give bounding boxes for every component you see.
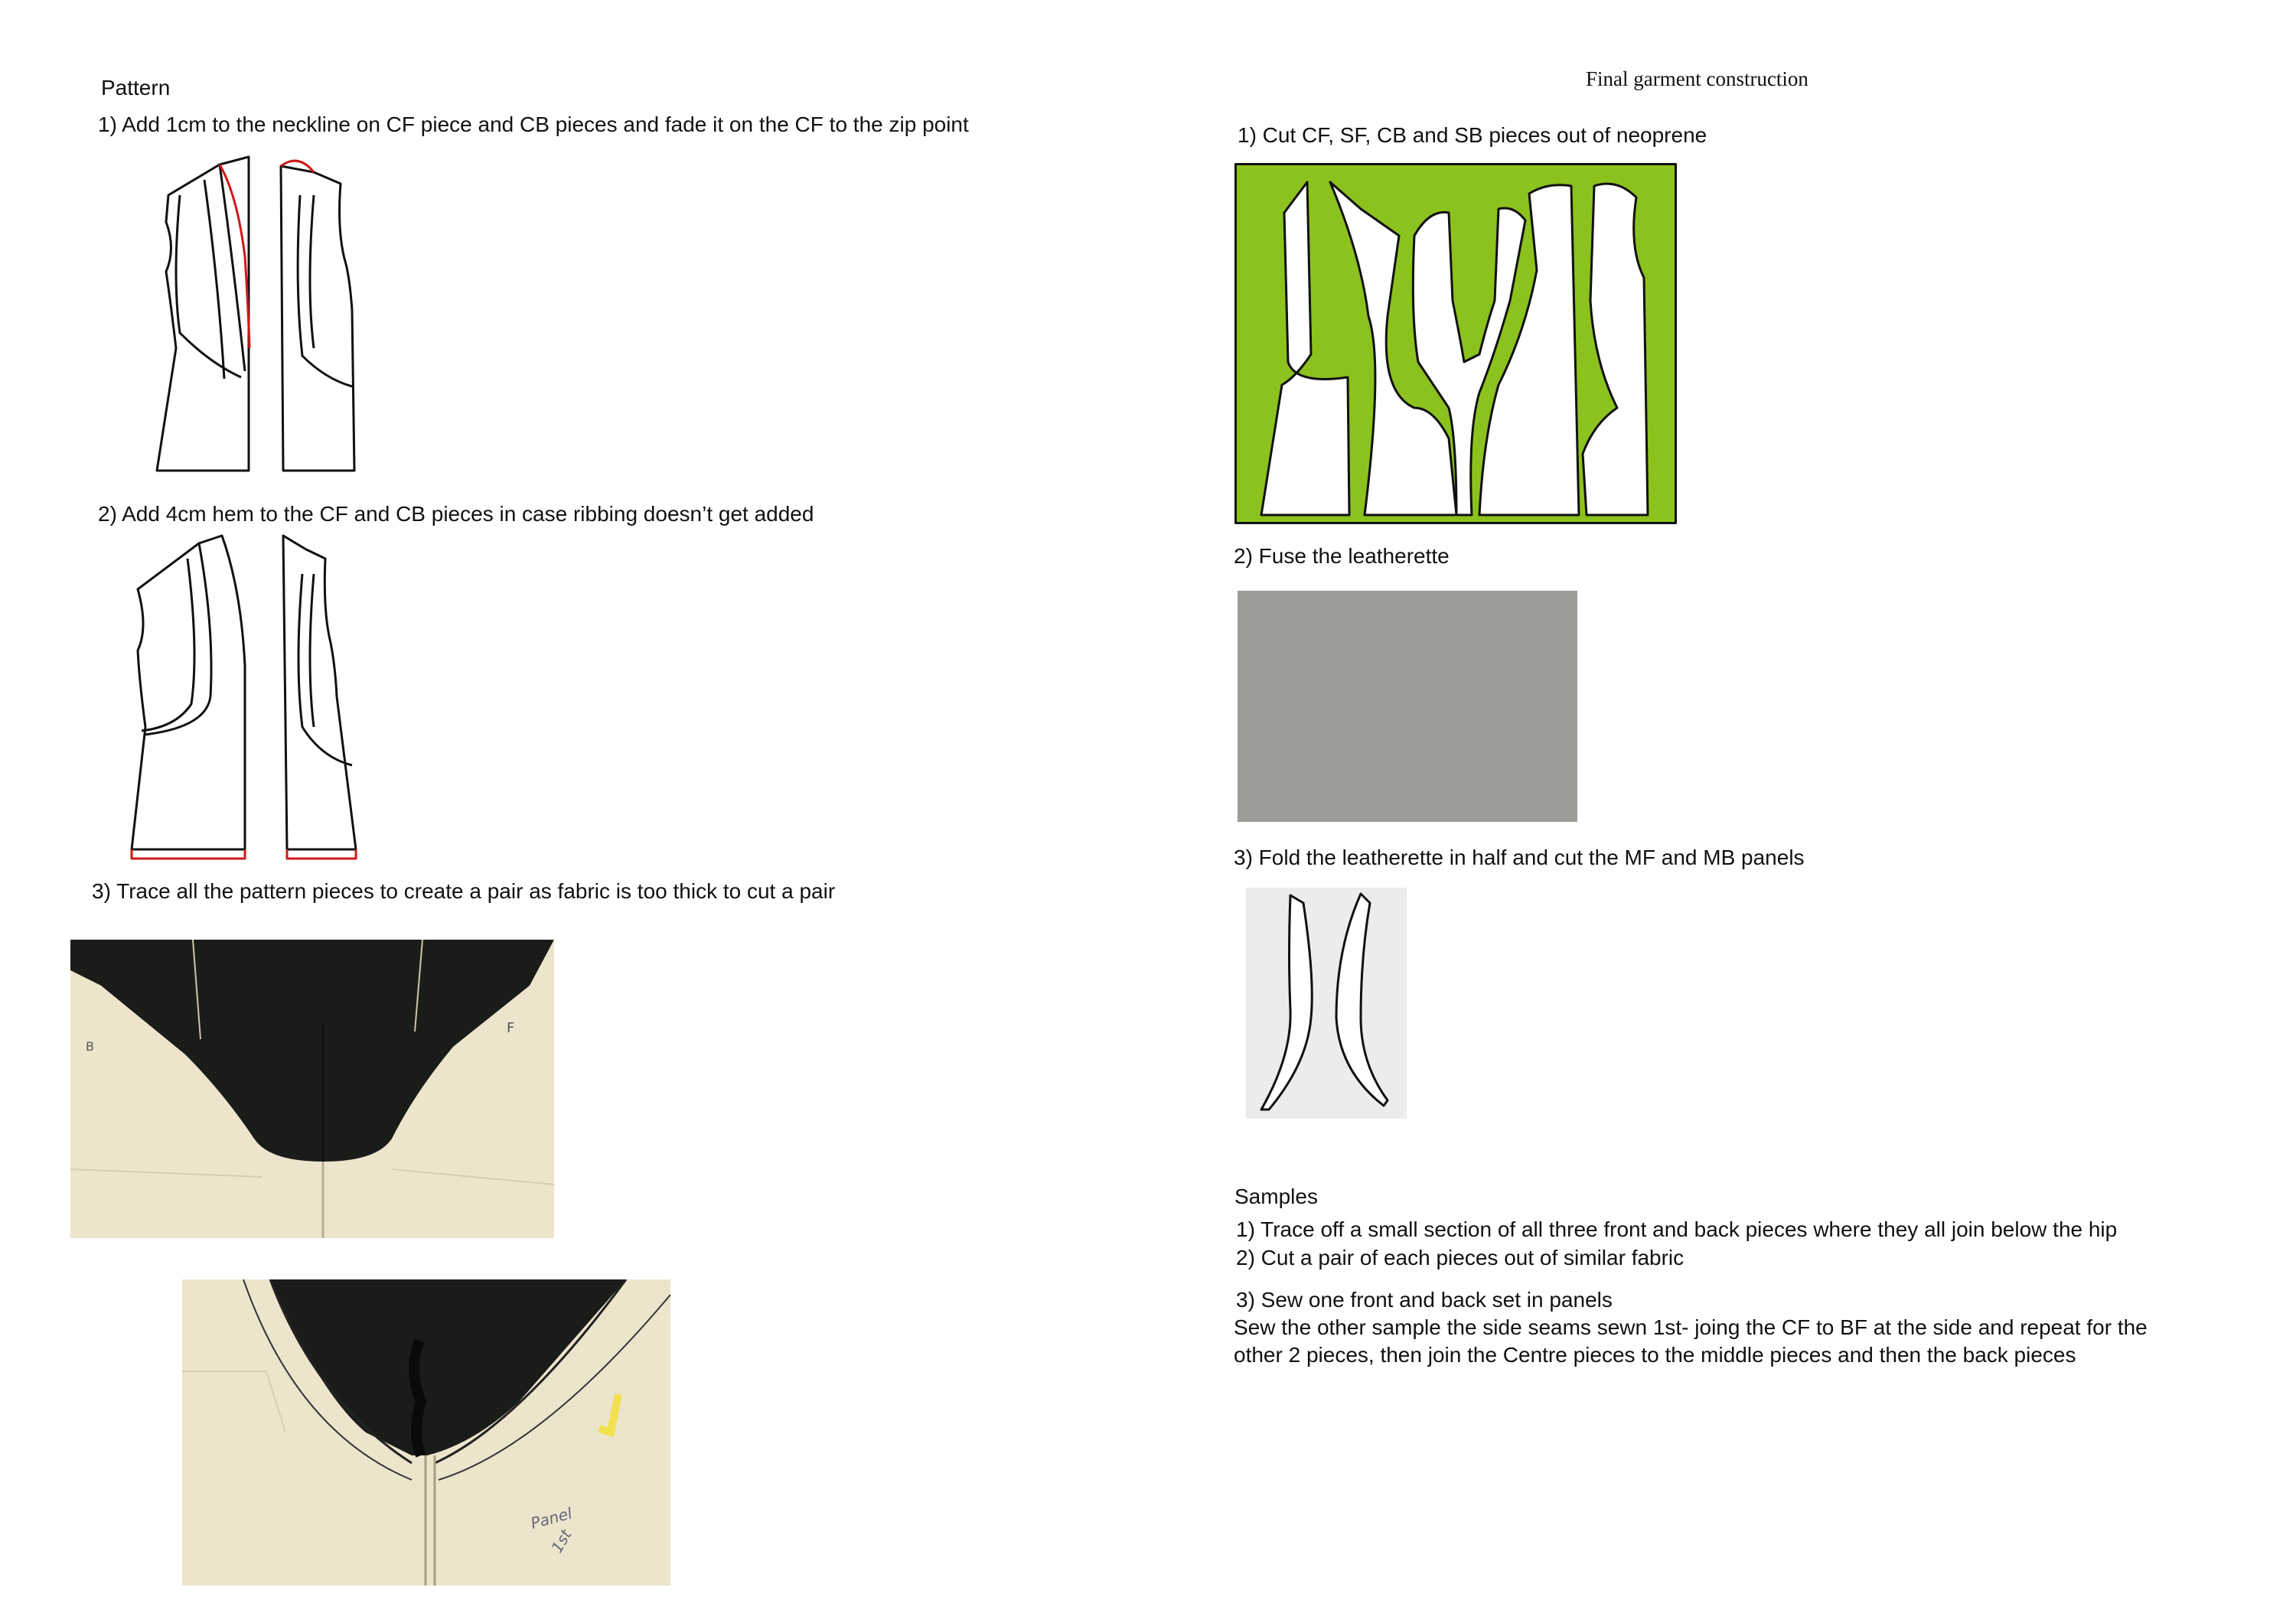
samples-line-3: 3) Sew one front and back set in panels <box>1236 1288 1613 1312</box>
pattern-heading: Pattern <box>101 76 171 99</box>
photo1-mark-f: F <box>507 1020 515 1036</box>
construction-step-2: 2) Fuse the leatherette <box>1234 544 1450 568</box>
pattern-pieces-hem-diagram <box>122 528 383 865</box>
samples-heading: Samples <box>1234 1185 1318 1208</box>
mb-panel <box>1336 894 1388 1106</box>
photo2-mark-1st: 1st <box>547 1526 576 1556</box>
construction-heading: Final garment construction <box>1586 67 1808 90</box>
samples-line-5: other 2 pieces, then join the Centre pieces to the middle pieces and then the back pieces <box>1234 1343 2076 1367</box>
samples-line-1: 1) Trace off a small section of all three front and back pieces where they all join below the hip <box>1236 1217 2118 1241</box>
hem-addition-cb <box>287 849 356 859</box>
samples-line-4: Sew the other sample the side seams sewn 1st- joing the CF to BF at the side and repeat for the <box>1234 1315 2148 1339</box>
pattern-pieces-neckline-diagram <box>149 149 379 478</box>
mf-mb-panels-diagram <box>1246 888 1407 1119</box>
pattern-step-3: 3) Trace all the pattern pieces to create a pair as fabric is too thick to cut a pair <box>92 879 836 903</box>
construction-step-1: 1) Cut CF, SF, CB and SB pieces out of neoprene <box>1238 123 1707 147</box>
pattern-step-1: 1) Add 1cm to the neckline on CF piece and CB pieces and fade it on the CF to the zip point <box>98 112 969 136</box>
neoprene-cut-pieces-diagram <box>1234 163 1677 524</box>
pattern-step-2: 2) Add 4cm hem to the CF and CB pieces in case ribbing doesn’t get added <box>98 502 814 526</box>
mf-panel <box>1261 895 1312 1110</box>
cf-piece-hem <box>132 536 245 849</box>
cb-piece <box>281 166 354 471</box>
cb-piece-hem <box>283 536 356 849</box>
construction-step-3: 3) Fold the leatherette in half and cut the MF and MB panels <box>1234 846 1805 869</box>
samples-line-2: 2) Cut a pair of each pieces out of similar fabric <box>1236 1246 1684 1269</box>
photo1-mark-b: B <box>86 1039 94 1054</box>
hem-addition-cf <box>132 849 245 859</box>
traced-pattern-photo-1 <box>70 940 554 1238</box>
photo2-mark-panel: Panel <box>528 1504 575 1533</box>
traced-pattern-photo-2 <box>182 1279 670 1586</box>
leatherette-swatch <box>1238 591 1577 822</box>
